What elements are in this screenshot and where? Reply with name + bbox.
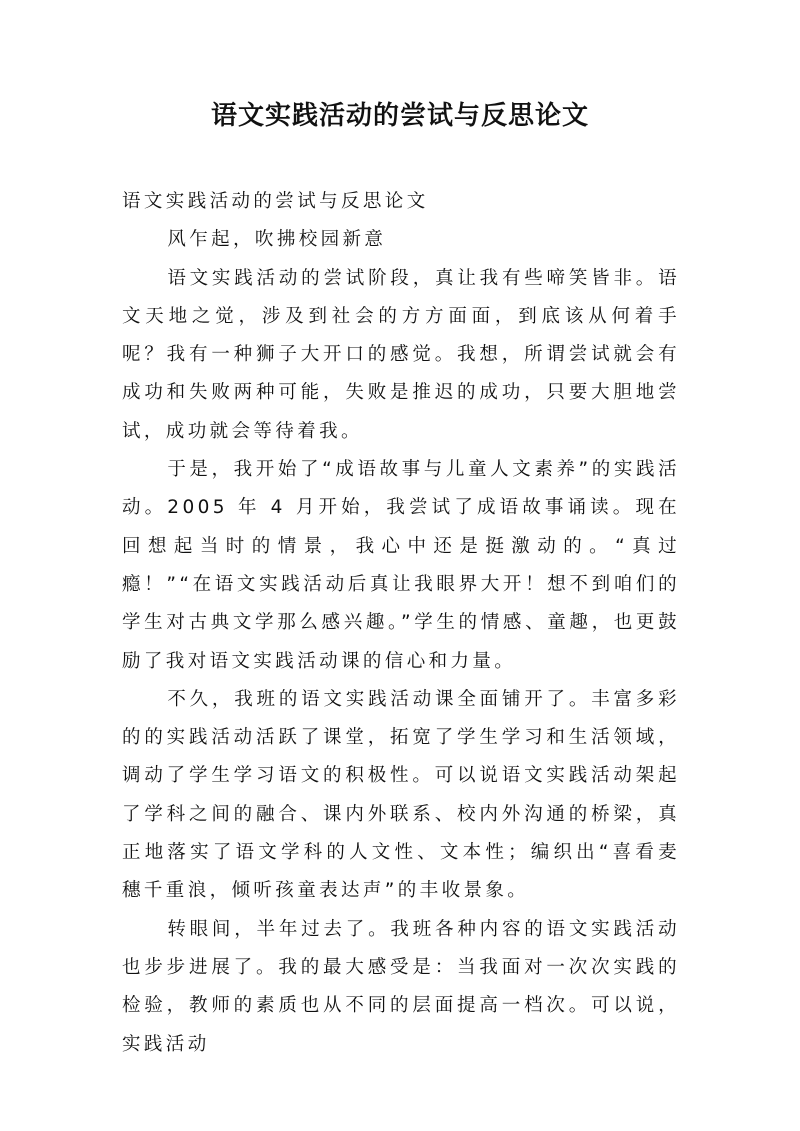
paragraph: 不久，我班的语文实践活动课全面铺开了。丰富多彩的的实践活动活跃了课堂，拓宽了学生学习和生活领域，调动了学生学习语文的积极性。可以说语文实践活动架起了学科之间的融合、课内外联系、校内外沟通的桥梁，真正地落实了语文学科的人文性、文本性；编织出“喜看麦穗千重浪，倾听孩童表达声”的丰收景象。: [122, 688, 680, 902]
document-title: 语文实践活动的尝试与反思论文: [210, 101, 589, 131]
paragraph: 转眼间，半年过去了。我班各种内容的语文实践活动也步步进展了。我的最大感受是：当我面对一次次实践的检验，教师的素质也从不同的层面提高一档次。可以说，实践活动: [122, 918, 680, 1055]
paragraph: 语文实践活动的尝试阶段，真让我有些啼笑皆非。语文天地之觉，涉及到社会的方方面面，到底该从何着手呢？我有一种狮子大开口的感觉。我想，所谓尝试就会有成功和失败两种可能，失败是推迟的成功，只要大胆地尝试，成功就会等待着我。: [122, 267, 680, 442]
paragraph-section-heading: 风乍起，吹拂校园新意: [167, 229, 387, 251]
paragraph: 于是，我开始了“成语故事与儿童人文素养”的实践活动。2005 年 4 月开始，我尝试了成语故事诵读。现在回想起当时的情景，我心中还是挺激动的。“真过瘾！”“在语文实践活动后真让我眼界大开！想不到咱们的学生对古典文学那么感兴趣。”学生的情感、童趣，也更鼓励了我对语文实践活动课的信心和力量。: [122, 459, 680, 672]
document-body: [122, 183, 680, 1064]
paragraph-subtitle: 语文实践活动的尝试与反思论文: [122, 191, 429, 212]
